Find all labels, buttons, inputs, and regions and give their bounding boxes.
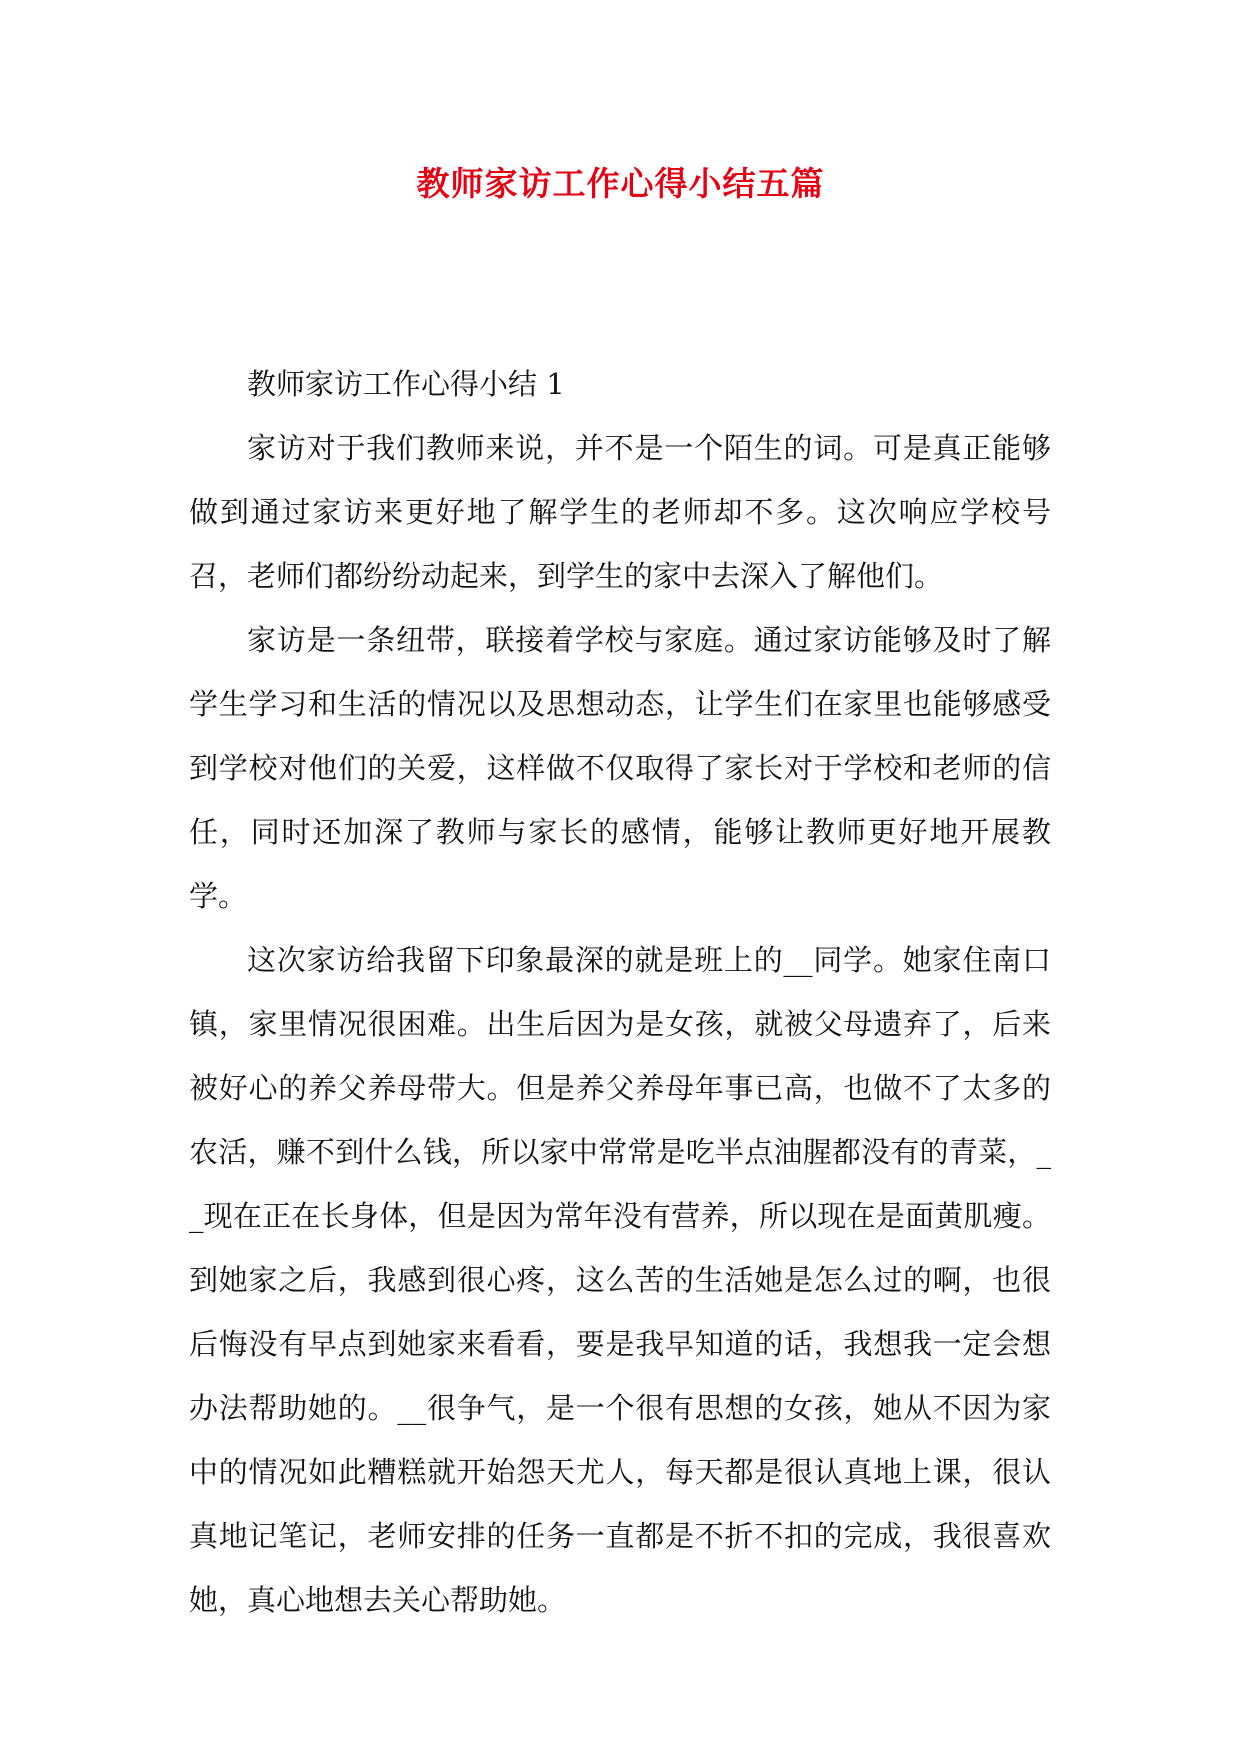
section-heading: 教师家访工作心得小结 1	[247, 367, 565, 401]
body-paragraph: 家访对于我们教师来说，并不是一个陌生的词。可是真正能够做到通过家访来更好地了解学生的老师却不多。这次响应学校号召，老师们都纷纷动起来，到学生的家中去深入了解他们。	[189, 431, 1051, 593]
body-paragraph: 家访是一条纽带，联接着学校与家庭。通过家访能够及时了解学生学习和生活的情况以及思想动态，让学生们在家里也能够感受到学校对他们的关爱，这样做不仅取得了家长对于学校和老师的信任，同时还加深了教师与家长的感情，能够让教师更好地开展教学。	[189, 623, 1051, 913]
document-body	[189, 352, 1051, 1632]
document-title: 教师家访工作心得小结五篇	[416, 164, 825, 203]
body-paragraph: 这次家访给我留下印象最深的就是班上的__同学。她家住南口镇，家里情况很困难。出生后因为是女孩，就被父母遗弃了，后来被好心的养父养母带大。但是养父养母年事已高，也做不了太多的农活，赚不到什么钱，所以家中常常是吃半点油腥都没有的青菜，__现在正在长身体，但是因为常年没有营养，所以现在是面黄肌瘦。到她家之后，我感到很心疼，这么苦的生活她是怎么过的啊，也很后悔没有早点到她家来看看，要是我早知道的话，我想我一定会想办法帮助她的。__很争气，是一个很有思想的女孩，她从不因为家中的情况如此糟糕就开始怨天尤人，每天都是很认真地上课，很认真地记笔记，老师安排的任务一直都是不折不扣的完成，我很喜欢她，真心地想去关心帮助她。	[189, 943, 1051, 1617]
